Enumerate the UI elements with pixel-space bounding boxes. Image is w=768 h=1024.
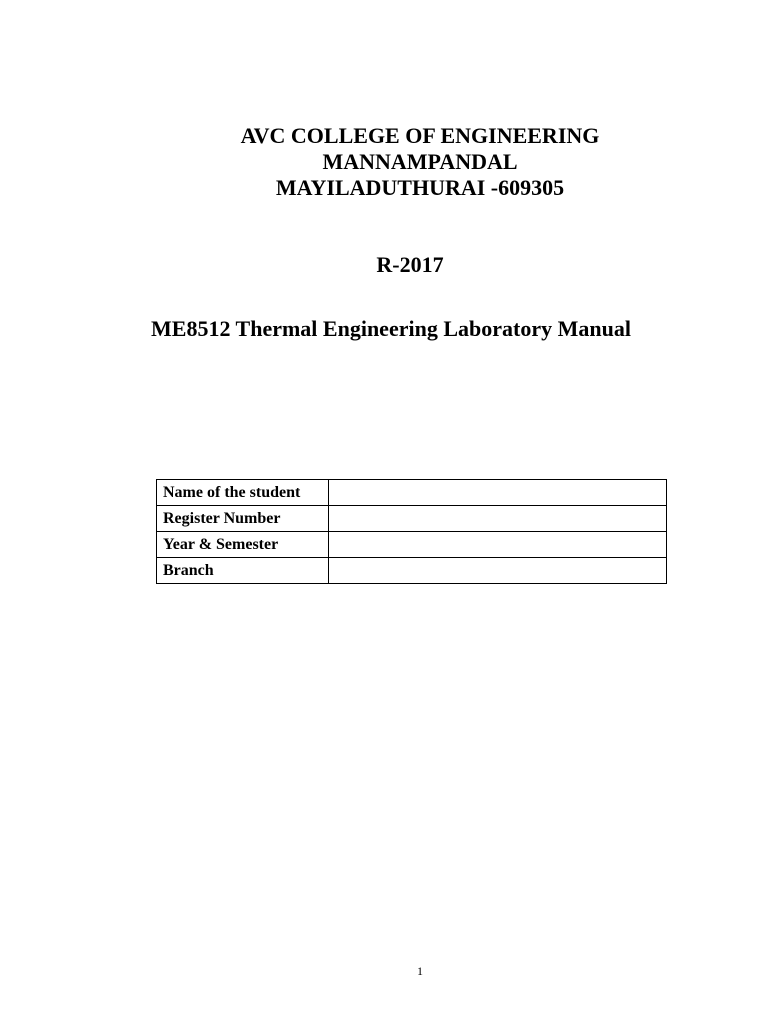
branch-label: Branch — [157, 558, 329, 584]
register-number-field[interactable] — [329, 506, 667, 532]
college-city-pin: MAYILADUTHURAI -609305 — [275, 175, 565, 200]
table-row — [157, 506, 667, 532]
college-header — [0, 123, 768, 201]
student-name-field[interactable] — [329, 480, 667, 506]
page-number: 1 — [417, 964, 423, 978]
table-row — [157, 480, 667, 506]
regulation-label: R-2017 — [376, 252, 444, 277]
course-title: ME8512 Thermal Engineering Laboratory Manual — [151, 316, 631, 341]
branch-field[interactable] — [329, 558, 667, 584]
register-number-label: Register Number — [157, 506, 329, 532]
year-semester-label: Year & Semester — [157, 532, 329, 558]
year-semester-field[interactable] — [329, 532, 667, 558]
table-row — [157, 558, 667, 584]
student-info-table — [156, 479, 667, 584]
table-row — [157, 532, 667, 558]
student-name-label: Name of the student — [157, 480, 329, 506]
college-locality: MANNAMPANDAL — [322, 149, 518, 174]
college-name: AVC COLLEGE OF ENGINEERING — [240, 123, 600, 148]
